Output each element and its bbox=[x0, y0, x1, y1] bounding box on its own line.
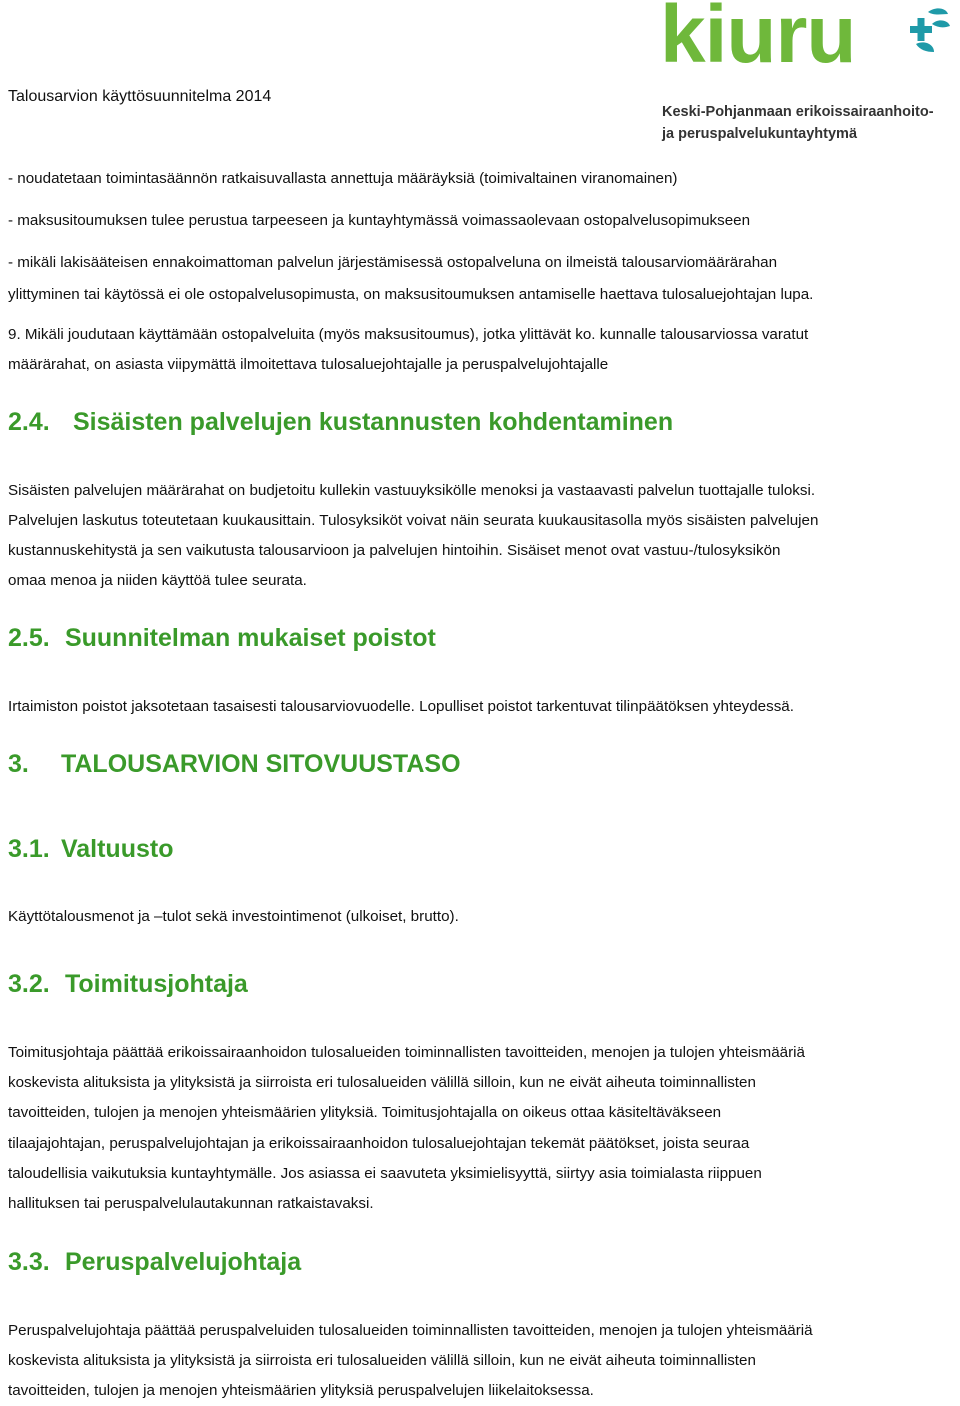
section-title: Peruspalvelujohtaja bbox=[64, 1248, 302, 1276]
logo-subtitle-line2: ja peruspalvelukuntayhtymä bbox=[662, 126, 858, 142]
section-heading bbox=[8, 970, 248, 999]
body-line: koskevista alituksista ja ylityksistä ja siirroista eri tulosalueiden välillä silloin, kun ne eivät aiheuta toiminnallisten bbox=[8, 1352, 756, 1369]
section-number: 2.5. bbox=[8, 624, 50, 652]
body-line: omaa menoa ja niiden käyttöä tulee seurata. bbox=[8, 572, 307, 589]
body-line: tavoitteiden, tulojen ja menojen yhteismäärien ylityksiä. Toimitusjohtajalla on oikeus ottaa käsiteltäväkseen bbox=[8, 1104, 722, 1121]
section-heading bbox=[8, 1248, 301, 1277]
section-title: Sisäisten palvelujen kustannusten kohdentaminen bbox=[72, 408, 674, 436]
body-line: tavoitteiden, tulojen ja menojen yhteismäärien ylityksiä peruspalvelujen liikelaitoksessa. bbox=[8, 1382, 594, 1399]
body-line: Irtaimiston poistot jaksotetaan tasaisesti talousarviovuodelle. Lopulliset poistot tarkentuvat tilinpäätöksen yhteydessä. bbox=[8, 698, 794, 715]
chapter-title: TALOUSARVION SITOVUUSTASO bbox=[60, 750, 461, 778]
section-title: Suunnitelman mukaiset poistot bbox=[64, 624, 436, 652]
section-title: Valtuusto bbox=[60, 835, 174, 863]
section-number: 3.1. bbox=[8, 835, 50, 863]
section-number: 2.4. bbox=[8, 408, 50, 436]
leaf-cross-icon bbox=[902, 6, 958, 56]
list-item: - maksusitoumuksen tulee perustua tarpeeseen ja kuntayhtymässä voimassaolevaan ostopalvelusopimukseen bbox=[8, 212, 751, 229]
logo-wordmark: kiuru bbox=[660, 0, 856, 80]
chapter-number: 3. bbox=[8, 750, 29, 778]
body-line: Sisäisten palvelujen määrärahat on budjetoitu kullekin vastuuyksikölle menoksi ja vastaavasti palvelun tuottajalle tuloksi. bbox=[8, 482, 816, 499]
body-line: kustannuskehitystä ja sen vaikutusta talousarvioon ja palvelujen hintoihin. Sisäiset menot ovat vastuu-/tulosyksikön bbox=[8, 542, 781, 559]
list-item: - mikäli lakisääteisen ennakoimattoman palvelun järjestämisessä ostopalveluna on ilmeistä talousarviomäärärahan bbox=[8, 254, 778, 271]
section-number: 3.3. bbox=[8, 1248, 50, 1276]
section-heading bbox=[8, 835, 173, 864]
chapter-heading bbox=[8, 750, 461, 779]
list-item: - noudatetaan toimintasäännön ratkaisuvallasta annettuja määräyksiä (toimivaltainen viranomainen) bbox=[8, 170, 678, 187]
section-number: 3.2. bbox=[8, 970, 50, 998]
body-line: tilaajajohtajan, peruspalvelujohtajan ja erikoissairaanhoidon tulosaluejohtajan tekemät päätökset, joista seuraa bbox=[8, 1135, 750, 1152]
list-item-continued: ylittyminen tai käytössä ei ole ostopalvelusopimusta, on maksusitoumuksen antamiselle haettava tulosaluejohtajan lupa. bbox=[8, 286, 814, 303]
numbered-paragraph: 9. Mikäli joudutaan käyttämään ostopalveluita (myös maksusitoumus), jotka ylittävät ko. kunnalle talousarviossa varatut bbox=[8, 326, 809, 343]
document-title: Talousarvion käyttösuunnitelma 2014 bbox=[8, 88, 272, 105]
body-line: hallituksen tai peruspalvelulautakunnan ratkaistavaksi. bbox=[8, 1195, 374, 1212]
body-line: Toimitusjohtaja päättää erikoissairaanhoidon tulosalueiden toiminnallisten tavoitteiden, menojen ja tulojen yhteismääriä bbox=[8, 1044, 805, 1061]
numbered-paragraph-continued: määrärahat, on asiasta viipymättä ilmoitettava tulosaluejohtajalle ja peruspalvelujohtajalle bbox=[8, 356, 609, 373]
organization-logo bbox=[660, 0, 960, 142]
section-heading bbox=[8, 408, 673, 437]
logo-subtitle-line1: Keski-Pohjanmaan erikoissairaanhoito- bbox=[662, 104, 934, 120]
body-line: Peruspalvelujohtaja päättää peruspalveluiden tulosalueiden toiminnallisten tavoitteiden, menojen ja tulojen yhteismääriä bbox=[8, 1322, 813, 1339]
section-title: Toimitusjohtaja bbox=[64, 970, 248, 998]
body-line: taloudellisia vaikutuksia kuntayhtymälle. Jos asiassa ei saavuteta yksimielisyyttä, siirtyy asia toimialasta riippuen bbox=[8, 1165, 762, 1182]
body-line: Palvelujen laskutus toteutetaan kuukausittain. Tulosyksiköt voivat näin seurata kuukausitasolla myös sisäisten palvelujen bbox=[8, 512, 819, 529]
body-line: koskevista alituksista ja ylityksistä ja siirroista eri tulosalueiden välillä silloin, kun ne eivät aiheuta toiminnallisten bbox=[8, 1074, 756, 1091]
section-heading bbox=[8, 624, 436, 653]
body-line: Käyttötalousmenot ja –tulot sekä investointimenot (ulkoiset, brutto). bbox=[8, 908, 459, 925]
